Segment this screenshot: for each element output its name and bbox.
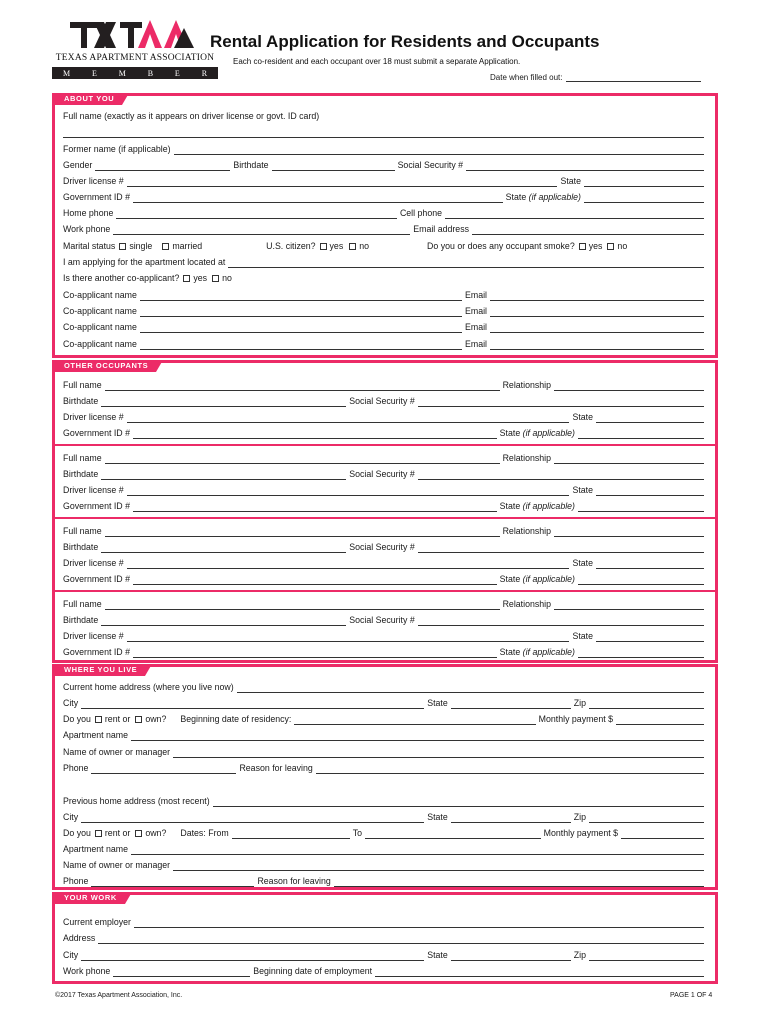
- coapplicant-email-label: Email: [465, 306, 487, 316]
- work-address-row: [63, 930, 707, 944]
- occupant-divider: [55, 444, 715, 446]
- current-zip-input[interactable]: [589, 699, 704, 709]
- dates-from-label: Dates: From: [180, 828, 229, 838]
- work-state-label: State: [427, 950, 448, 960]
- coapplicant-name-input[interactable]: [140, 307, 462, 317]
- begin-residency-label: Beginning date of residency:: [180, 714, 292, 724]
- previous-state-label: State: [427, 812, 448, 822]
- dates-from-input[interactable]: [232, 829, 350, 839]
- occupant-relationship-input[interactable]: [554, 454, 704, 464]
- occupant-dl-state-label: State: [572, 558, 593, 568]
- coapplicant-yes-label: yes: [193, 273, 208, 283]
- occupant-name-row: [63, 450, 707, 464]
- smoke-yes-label: yes: [588, 241, 603, 251]
- work-phone-input[interactable]: [113, 967, 250, 977]
- occupant-ssn-label: Social Security #: [349, 469, 415, 479]
- current-phone-input[interactable]: [91, 764, 236, 774]
- occupant-name-row: [63, 596, 707, 610]
- occupant-dl-label: Driver license #: [63, 558, 124, 568]
- own-label: own?: [145, 714, 167, 724]
- if-applicable-text: (if applicable): [522, 647, 575, 657]
- single-label: single: [129, 241, 153, 251]
- email-address-input[interactable]: [472, 225, 704, 235]
- work-address-label: Address: [63, 933, 96, 943]
- apartment-location-row: [63, 254, 707, 268]
- rent-or-label: rent or: [104, 714, 131, 724]
- us-citizen-label: U.S. citizen?: [266, 241, 316, 251]
- occupant-full-name-label: Full name: [63, 526, 102, 536]
- citizen-yes-checkbox[interactable]: [320, 243, 327, 250]
- employer-row: [63, 914, 707, 928]
- document-subtitle: Each co-resident and each occupant over 18 must submit a separate Application.: [233, 57, 521, 66]
- occupant-birthdate-input[interactable]: [101, 470, 346, 480]
- current-rent-own-row: [63, 711, 707, 725]
- logo-member-letter: B: [147, 68, 154, 78]
- coapplicant-email-label: Email: [465, 322, 487, 332]
- current-rent-checkbox[interactable]: [95, 716, 102, 723]
- coapplicant-no-label: no: [222, 273, 232, 283]
- occupant-relationship-label: Relationship: [502, 453, 551, 463]
- occupant-divider: [55, 517, 715, 519]
- occupant-gov-id-state-input[interactable]: [578, 502, 704, 512]
- home-phone-label: Home phone: [63, 208, 114, 218]
- previous-apartment-name-input[interactable]: [131, 845, 704, 855]
- occupant-birthdate-label: Birthdate: [63, 469, 99, 479]
- logo-member-letter: R: [201, 68, 208, 78]
- occupant-ssn-label: Social Security #: [349, 615, 415, 625]
- section-tab-other-occupants: OTHER OCCUPANTS: [52, 360, 156, 372]
- gov-id-state-label: [506, 192, 581, 203]
- apartment-location-label: I am applying for the apartment located at: [63, 257, 226, 267]
- occupant-ssn-label: Social Security #: [349, 396, 415, 406]
- previous-city-label: City: [63, 812, 79, 822]
- birthdate-label: Birthdate: [233, 160, 269, 170]
- reason-leaving-input[interactable]: [316, 764, 704, 774]
- dl-state-label: State: [560, 176, 581, 186]
- occupant-ssn-label: Social Security #: [349, 542, 415, 552]
- current-city-label: City: [63, 698, 79, 708]
- rent-or-label: rent or: [104, 828, 131, 838]
- apartment-location-input[interactable]: [228, 258, 704, 268]
- previous-own-checkbox[interactable]: [135, 830, 142, 837]
- work-address-input[interactable]: [98, 934, 704, 944]
- date-filled-input[interactable]: [566, 74, 701, 82]
- coapplicant-name-input[interactable]: [140, 291, 462, 301]
- gov-id-state-text: State: [505, 192, 527, 202]
- occupant-dl-state-label: State: [572, 485, 593, 495]
- occupant-dl-state-label: State: [572, 412, 593, 422]
- driver-license-label: Driver license #: [63, 176, 124, 186]
- another-coapplicant-row: [63, 270, 707, 284]
- smoke-yes-checkbox[interactable]: [579, 243, 586, 250]
- occupant-ssn-input[interactable]: [418, 543, 704, 553]
- current-address-input[interactable]: [237, 683, 704, 693]
- gov-id-state-input[interactable]: [584, 193, 704, 203]
- current-city-row: [63, 695, 707, 709]
- dates-to-label: To: [352, 828, 363, 838]
- work-state-input[interactable]: [451, 951, 571, 961]
- occupant-gov-id-state-label: [500, 647, 575, 658]
- occupant-birthdate-row: [63, 466, 707, 480]
- previous-rent-own-row: [63, 825, 707, 839]
- section-other-occupants: [52, 360, 718, 663]
- occupant-birthdate-label: Birthdate: [63, 542, 99, 552]
- occupant-ssn-input[interactable]: [418, 616, 704, 626]
- current-address-label: Current home address (where you live now): [63, 682, 234, 692]
- current-phone-label: Phone: [63, 763, 89, 773]
- cell-phone-input[interactable]: [445, 209, 704, 219]
- gov-id-label: Government ID #: [63, 192, 130, 202]
- owner-manager-label: Name of owner or manager: [63, 747, 171, 757]
- occupant-gov-id-state-label: [500, 428, 575, 439]
- occupant-gov-id-input[interactable]: [133, 575, 497, 585]
- smoke-no-checkbox[interactable]: [607, 243, 614, 250]
- if-applicable-text: (if applicable): [528, 192, 581, 202]
- work-phone-row: [63, 221, 707, 235]
- occupant-dl-label: Driver license #: [63, 631, 124, 641]
- logo-member-letter: E: [91, 68, 97, 78]
- occupant-gov-id-row: [63, 425, 707, 439]
- taa-logo-icon: [70, 18, 200, 50]
- occupant-gov-id-input[interactable]: [133, 429, 497, 439]
- previous-apartment-row: [63, 841, 707, 855]
- current-employer-label: Current employer: [63, 917, 131, 927]
- occupant-dl-row: [63, 409, 707, 423]
- occupant-dl-label: Driver license #: [63, 412, 124, 422]
- occupant-gov-id-row: [63, 644, 707, 658]
- gender-input[interactable]: [95, 161, 230, 171]
- former-name-row: [63, 141, 707, 155]
- previous-zip-label: Zip: [573, 812, 586, 822]
- previous-owner-manager-label: Name of owner or manager: [63, 860, 171, 870]
- occupant-dl-state-label: State: [572, 631, 593, 641]
- current-phone-row: [63, 760, 707, 774]
- full-name-input-row: [63, 124, 707, 138]
- coapplicant-email-input[interactable]: [490, 291, 704, 301]
- monthly-payment-input[interactable]: [616, 715, 704, 725]
- section-tab-where-you-live: WHERE YOU LIVE: [52, 664, 145, 676]
- coapplicant-name-label: Co-applicant name: [63, 290, 137, 300]
- work-phone-input[interactable]: [113, 225, 410, 235]
- occupant-gov-id-state-input[interactable]: [578, 575, 704, 585]
- section-tab-your-work: YOUR WORK: [52, 892, 125, 904]
- previous-city-input[interactable]: [81, 813, 424, 823]
- begin-employment-label: Beginning date of employment: [253, 966, 373, 976]
- taa-logo: [52, 18, 218, 82]
- gender-label: Gender: [63, 160, 93, 170]
- citizen-yes-label: yes: [329, 241, 344, 251]
- occupant-name-row: [63, 377, 707, 391]
- coapplicant-name-label: Co-applicant name: [63, 306, 137, 316]
- dl-state-input[interactable]: [584, 177, 704, 187]
- occupant-gov-id-state-text: State: [499, 647, 521, 657]
- previous-owner-manager-input[interactable]: [173, 861, 704, 871]
- occupant-relationship-label: Relationship: [502, 380, 551, 390]
- occupant-dl-label: Driver license #: [63, 485, 124, 495]
- work-city-input[interactable]: [81, 951, 424, 961]
- coapplicant-name-label: Co-applicant name: [63, 322, 137, 332]
- smoke-label: Do you or does any occupant smoke?: [427, 241, 575, 251]
- smoke-no-label: no: [617, 241, 628, 251]
- previous-phone-label: Phone: [63, 876, 89, 886]
- previous-owner-row: [63, 857, 707, 871]
- coapplicant-email-label: Email: [465, 339, 487, 349]
- occupant-birthdate-label: Birthdate: [63, 396, 99, 406]
- married-checkbox[interactable]: [162, 243, 169, 250]
- occupant-gov-id-row: [63, 498, 707, 512]
- occupant-dl-state-input[interactable]: [596, 632, 704, 642]
- owner-manager-input[interactable]: [173, 748, 704, 758]
- married-label: married: [172, 241, 203, 251]
- occupant-birthdate-row: [63, 539, 707, 553]
- occupant-dl-state-input[interactable]: [596, 413, 704, 423]
- apartment-name-input[interactable]: [131, 731, 704, 741]
- current-address-row: [63, 679, 707, 693]
- work-phone-row: [63, 963, 707, 977]
- occupant-full-name-input[interactable]: [105, 600, 500, 610]
- logo-member-letter: E: [174, 68, 180, 78]
- another-coapplicant-label: Is there another co-applicant?: [63, 273, 180, 283]
- coapplicant-email-input[interactable]: [490, 323, 704, 333]
- occupant-full-name-input[interactable]: [105, 381, 500, 391]
- driver-license-input[interactable]: [127, 177, 558, 187]
- previous-monthly-payment-label: Monthly payment $: [543, 828, 618, 838]
- coapplicant-yes-checkbox[interactable]: [183, 275, 190, 282]
- logo-member-bar: [52, 67, 218, 79]
- occupant-birthdate-label: Birthdate: [63, 615, 99, 625]
- citizen-no-label: no: [359, 241, 370, 251]
- occupant-gov-id-label: Government ID #: [63, 428, 130, 438]
- coapplicant-name-input[interactable]: [140, 340, 462, 350]
- email-address-label: Email address: [413, 224, 469, 234]
- occupant-relationship-label: Relationship: [502, 599, 551, 609]
- occupant-gov-id-state-label: [500, 501, 575, 512]
- occupant-gov-id-input[interactable]: [133, 648, 497, 658]
- if-applicable-text: (if applicable): [522, 501, 575, 511]
- coapplicant-row: [63, 303, 707, 317]
- occupant-gov-id-state-input[interactable]: [578, 648, 704, 658]
- occupant-full-name-input[interactable]: [105, 527, 500, 537]
- begin-employment-input[interactable]: [375, 967, 704, 977]
- occupant-gov-id-input[interactable]: [133, 502, 497, 512]
- occupant-full-name-input[interactable]: [105, 454, 500, 464]
- occupant-dl-input[interactable]: [127, 559, 570, 569]
- occupant-divider: [55, 590, 715, 592]
- current-owner-row: [63, 744, 707, 758]
- coapplicant-email-label: Email: [465, 290, 487, 300]
- coapplicant-no-checkbox[interactable]: [212, 275, 219, 282]
- previous-reason-leaving-label: Reason for leaving: [257, 876, 331, 886]
- occupant-dl-input[interactable]: [127, 486, 570, 496]
- previous-zip-input[interactable]: [589, 813, 704, 823]
- previous-monthly-payment-input[interactable]: [621, 829, 704, 839]
- current-apartment-row: [63, 727, 707, 741]
- section-tab-about-you: ABOUT YOU: [52, 93, 122, 105]
- cell-phone-label: Cell phone: [399, 208, 442, 218]
- occupant-birthdate-row: [63, 612, 707, 626]
- occupant-relationship-input[interactable]: [554, 527, 704, 537]
- page-number: PAGE 1 OF 4: [670, 992, 713, 999]
- full-name-input[interactable]: [63, 128, 704, 138]
- occupant-dl-input[interactable]: [127, 413, 570, 423]
- ssn-input[interactable]: [466, 161, 704, 171]
- monthly-payment-label: Monthly payment $: [538, 714, 613, 724]
- marital-status-row: [63, 238, 707, 252]
- logo-member-letter: M: [118, 68, 126, 78]
- occupant-dl-row: [63, 482, 707, 496]
- occupant-dl-row: [63, 555, 707, 569]
- gender-row: [63, 157, 707, 171]
- current-state-label: State: [427, 698, 448, 708]
- occupant-relationship-input[interactable]: [554, 600, 704, 610]
- occupant-gov-id-state-label: [500, 574, 575, 585]
- reason-leaving-label: Reason for leaving: [239, 763, 313, 773]
- work-city-row: [63, 947, 707, 961]
- do-you-label: Do you: [63, 714, 91, 724]
- do-you-label: Do you: [63, 828, 91, 838]
- home-phone-row: [63, 205, 707, 219]
- birthdate-input[interactable]: [272, 161, 395, 171]
- dates-to-input[interactable]: [365, 829, 541, 839]
- date-filled-label: Date when filled out:: [490, 73, 563, 82]
- apartment-name-label: Apartment name: [63, 730, 129, 740]
- occupant-name-row: [63, 523, 707, 537]
- coapplicant-email-input[interactable]: [490, 340, 704, 350]
- marital-status-label: Marital status: [63, 241, 116, 251]
- gov-id-input[interactable]: [133, 193, 503, 203]
- ssn-label: Social Security #: [397, 160, 464, 170]
- driver-license-row: [63, 173, 707, 187]
- coapplicant-name-label: Co-applicant name: [63, 339, 137, 349]
- work-zip-label: Zip: [573, 950, 586, 960]
- previous-apartment-name-label: Apartment name: [63, 844, 129, 854]
- date-filled-field: [490, 73, 701, 82]
- occupant-gov-id-label: Government ID #: [63, 647, 130, 657]
- current-state-input[interactable]: [451, 699, 571, 709]
- occupant-dl-input[interactable]: [127, 632, 570, 642]
- gov-id-row: [63, 189, 707, 203]
- current-own-checkbox[interactable]: [135, 716, 142, 723]
- previous-city-row: [63, 809, 707, 823]
- own-label: own?: [145, 828, 167, 838]
- occupant-dl-state-input[interactable]: [596, 486, 704, 496]
- section-where-you-live: [52, 664, 718, 890]
- occupant-dl-row: [63, 628, 707, 642]
- occupant-birthdate-input[interactable]: [101, 543, 346, 553]
- coapplicant-row: [63, 336, 707, 350]
- occupant-ssn-input[interactable]: [418, 470, 704, 480]
- former-name-input[interactable]: [174, 145, 704, 155]
- current-employer-input[interactable]: [134, 918, 704, 928]
- section-about-you: [52, 93, 718, 358]
- coapplicant-name-input[interactable]: [140, 323, 462, 333]
- work-phone-label: Work phone: [63, 966, 111, 976]
- occupant-birthdate-row: [63, 393, 707, 407]
- occupant-relationship-label: Relationship: [502, 526, 551, 536]
- occupant-full-name-label: Full name: [63, 380, 102, 390]
- document-title: Rental Application for Residents and Occupants: [210, 32, 600, 51]
- occupant-gov-id-state-input[interactable]: [578, 429, 704, 439]
- previous-address-row: [63, 793, 707, 807]
- if-applicable-text: (if applicable): [522, 428, 575, 438]
- previous-reason-leaving-input[interactable]: [334, 877, 704, 887]
- work-zip-input[interactable]: [589, 951, 704, 961]
- previous-state-input[interactable]: [451, 813, 571, 823]
- work-city-label: City: [63, 950, 79, 960]
- occupant-gov-id-row: [63, 571, 707, 585]
- previous-address-input[interactable]: [213, 797, 704, 807]
- current-city-input[interactable]: [81, 699, 424, 709]
- previous-phone-input[interactable]: [91, 877, 254, 887]
- citizen-no-checkbox[interactable]: [349, 243, 356, 250]
- home-phone-input[interactable]: [116, 209, 397, 219]
- occupant-full-name-label: Full name: [63, 453, 102, 463]
- coapplicant-row: [63, 319, 707, 333]
- previous-rent-checkbox[interactable]: [95, 830, 102, 837]
- occupant-ssn-input[interactable]: [418, 397, 704, 407]
- former-name-label: Former name (if applicable): [63, 144, 171, 154]
- if-applicable-text: (if applicable): [522, 574, 575, 584]
- occupant-birthdate-input[interactable]: [101, 616, 346, 626]
- occupant-gov-id-state-text: State: [499, 501, 521, 511]
- coapplicant-email-input[interactable]: [490, 307, 704, 317]
- occupant-relationship-input[interactable]: [554, 381, 704, 391]
- occupant-dl-state-input[interactable]: [596, 559, 704, 569]
- occupant-gov-id-state-text: State: [499, 574, 521, 584]
- previous-phone-row: [63, 873, 707, 887]
- occupant-gov-id-state-text: State: [499, 428, 521, 438]
- current-zip-label: Zip: [573, 698, 586, 708]
- previous-address-label: Previous home address (most recent): [63, 796, 210, 806]
- logo-organization-name: TEXAS APARTMENT ASSOCIATION: [55, 53, 215, 63]
- occupant-gov-id-label: Government ID #: [63, 501, 130, 511]
- copyright-footer: ©2017 Texas Apartment Association, Inc.: [55, 992, 183, 999]
- occupant-full-name-label: Full name: [63, 599, 102, 609]
- section-your-work: [52, 892, 718, 984]
- occupant-gov-id-label: Government ID #: [63, 574, 130, 584]
- begin-residency-input[interactable]: [294, 715, 535, 725]
- occupant-birthdate-input[interactable]: [101, 397, 346, 407]
- single-checkbox[interactable]: [119, 243, 126, 250]
- work-phone-label: Work phone: [63, 224, 111, 234]
- full-name-row: [63, 108, 707, 122]
- full-name-label: Full name (exactly as it appears on driver license or govt. ID card): [63, 111, 320, 121]
- coapplicant-row: [63, 287, 707, 301]
- logo-member-letter: M: [62, 68, 71, 78]
